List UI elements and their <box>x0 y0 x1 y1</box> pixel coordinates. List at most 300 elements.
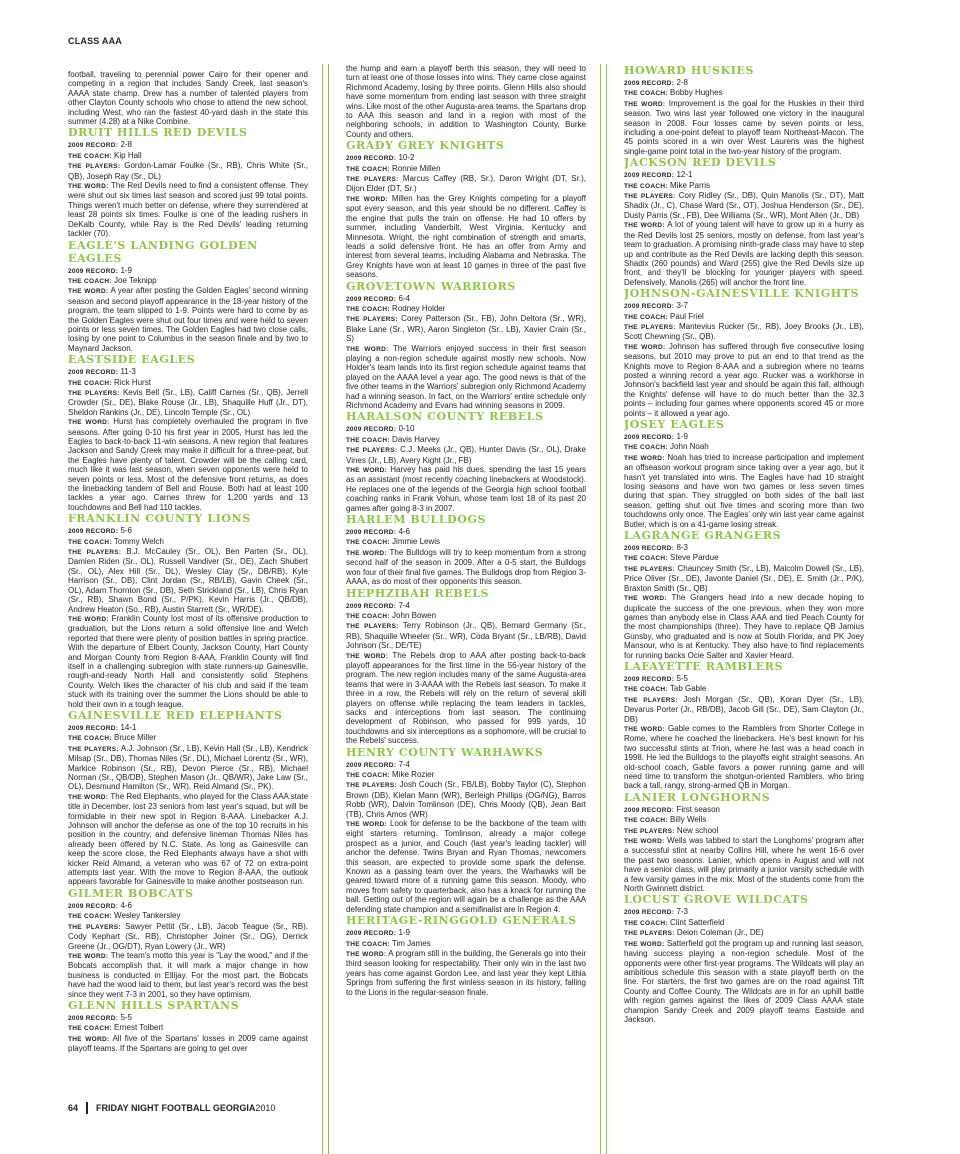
coach-line <box>346 770 586 780</box>
record-line <box>68 901 308 911</box>
word-label: THE WORD: <box>624 100 666 108</box>
team-name: HOWARD HUSKIES <box>624 64 755 77</box>
record-label: 2009 RECORD: <box>68 142 119 150</box>
word-value: Hurst has completely overhauled the program in five seasons. After going 0-10 his first year in 2005, Hurst has led the Eagles to back-to-back 11-win seasons. A new region that features Jackson and Sandy Creek may make it difficult for a three-peat, but the Eagles have plenty of talent. Crowder will be the calling card, much like it was last season, when seven opponents were held to seven points or less. Most of the defensive front returns, as does the linebacking tandem of Bell and Rouse. Both had at least 100 tackles a year ago. Carnes threw for 1,200 yards and 13 touchdowns and Bell had 110 tackles. <box>68 417 308 512</box>
record-label: 2009 RECORD: <box>624 545 675 553</box>
players-line <box>346 445 586 465</box>
word-label: THE WORD: <box>346 652 389 660</box>
word-value: The Grangers head into a new decade hoping to duplicate the success of the one previous, when they won more games than anybody else in Class AAA and tied Peach County for the most championships (three). They have to replace QB Jamius Gunsby, who graduated and is now at South Florida, and PK Joey Mansour, who is at Kentucky. They also have to find replacements for running backs Ocie Salter and Xavier Heard. <box>624 593 864 660</box>
team-name: GAINESVILLE RED ELEPHANTS <box>68 708 283 722</box>
coach-value: Wesley Tankersley <box>114 911 181 921</box>
word-value: Gable comes to the Ramblers from Shorter College in Rome, where he coached the linebackers. He's best known for his two successful stints at Trion, where he last was a head coach in 1998. He led the Bulldogs to the playoffs eight straight seasons. An old-school coach, Gable favors a power running game and will need time to transform the shotgun-oriented Ramblers, who bring back a tall, rangy, strong-armed QB in Morgan. <box>624 723 864 791</box>
coach-line <box>624 88 864 98</box>
players-value: A.J. Johnson (Sr., LB), Kevin Hall (Sr., LB), Kendrick Milsap (Sr., DB), Thomas Niles (Sr., DL), Michael Lorentz (Sr., WR), Markice Robinson (Sr., RB), Devon Pierce (Sr., RB), Michael Norman (Sr., QB/DB), Stephen Mason (Jr., QB/WR), Jake Law (Sr., OL), Desmund Hamilton (Sr., WR), Reid Almand (Sr., PK). <box>68 743 308 792</box>
word-line <box>68 951 308 999</box>
record-line <box>624 543 864 553</box>
coach-label: THE COACH: <box>68 277 112 285</box>
coach-label: THE COACH: <box>624 313 668 321</box>
record-value: 10-2 <box>398 153 415 163</box>
coach-line <box>346 611 586 621</box>
coach-value: Kip Hall <box>114 150 142 160</box>
word-value: Satterfield got the program up and running last season, having success playing a non-region schedule. Most of the opponents were other first-year programs. The Wildcats will play an ambitious schedule this season with a state playoff berth on the line. For starters, the first two games are on the road against Tift County and Coffee County. The Wildcats are in for an uphill battle with region games against the likes of 2009 Class AAAA state champion Sandy Creek and 2009 playoff teams Eastside and Jackson. <box>624 938 864 1024</box>
word-label: THE WORD: <box>68 615 109 623</box>
magazine-title: FRIDAY NIGHT FOOTBALL GEORGIA <box>96 1103 256 1113</box>
coach-line <box>624 312 864 322</box>
record-line <box>624 805 864 815</box>
word-line <box>68 1034 308 1054</box>
magazine-year: 2010 <box>255 1103 276 1113</box>
team-profile <box>68 512 308 709</box>
coach-value: Davis Harvey <box>392 434 440 444</box>
record-label: 2009 RECORD: <box>624 675 675 683</box>
team-name: HEPHZIBAH REBELS <box>346 586 490 600</box>
team-profile <box>346 139 586 279</box>
record-label: 2009 RECORD: <box>624 909 675 917</box>
players-value: Mantevius Rucker (Sr., RB), Joey Brooks (Jr., LB), Scott Chewning (Sr., QB). <box>624 321 864 342</box>
record-line <box>68 266 308 276</box>
players-value: C.J. Meeks (Jr., QB), Hunter Davis (Sr., OL), Drake Vines (Jr., LB), Avery Kight (Jr., FB) <box>346 445 586 465</box>
coach-label: THE COACH: <box>346 539 390 547</box>
coach-line <box>346 939 586 949</box>
players-label: THE PLAYERS: <box>346 782 397 790</box>
team-profile <box>624 64 864 156</box>
record-label: 2009 RECORD: <box>624 303 675 311</box>
record-line <box>68 367 308 377</box>
record-value: 5-5 <box>676 673 688 683</box>
footer-divider <box>86 1102 88 1114</box>
team-profile <box>346 513 586 586</box>
record-line <box>624 78 864 88</box>
word-line <box>346 465 586 513</box>
word-line <box>624 342 864 418</box>
coach-label: THE COACH: <box>346 940 390 948</box>
record-value: 11-3 <box>120 367 136 377</box>
players-line <box>68 744 308 792</box>
record-value: 14-1 <box>120 722 137 732</box>
coach-label: THE COACH: <box>346 612 390 620</box>
team-name: HENRY COUNTY WARHAWKS <box>346 745 544 759</box>
record-value: 2-8 <box>120 140 132 150</box>
record-line <box>624 170 864 180</box>
players-value: Josh Morgan (Sr., QB), Koran Dyer (Sr., LB), Devarus Porter (Jr., RB/DB), Jacob Gill (Sr., DE), Sam Clayton (Jr., DB) <box>624 694 864 724</box>
record-line <box>68 140 308 150</box>
record-value: 5-6 <box>120 526 132 536</box>
word-line <box>346 548 586 587</box>
word-label: THE WORD: <box>346 467 388 475</box>
record-line <box>346 424 586 434</box>
players-line <box>624 695 864 724</box>
page-number: 64 <box>68 1103 79 1113</box>
word-value: The Bulldogs will try to keep momentum from a strong second half of the season in 2009. After a 0-5 start, the Bulldogs won four of their final five games. The Bulldogs drop from Region 3-AAAA, as do most of their opponents this season. <box>346 547 586 587</box>
record-line <box>624 674 864 684</box>
team-profile <box>624 529 864 660</box>
record-value: 7-4 <box>398 600 410 610</box>
word-line <box>624 99 864 156</box>
coach-value: Rick Hurst <box>114 377 151 387</box>
team-name: HERITAGE-RINGGOLD GENERALS <box>346 914 577 928</box>
coach-label: THE COACH: <box>346 165 390 173</box>
coach-line <box>624 684 864 694</box>
team-name: JOHNSON-GAINESVILLE KNIGHTS <box>624 287 860 301</box>
team-name: GILMER BOBCATS <box>68 886 194 900</box>
word-line <box>346 651 586 746</box>
record-label: 2009 RECORD: <box>68 724 119 732</box>
players-line <box>624 928 864 938</box>
team-profile <box>346 280 586 411</box>
coach-label: THE COACH: <box>346 772 390 779</box>
word-line <box>68 181 308 238</box>
record-line <box>346 153 586 163</box>
coach-value: Rodney Holder <box>392 303 446 313</box>
record-label: 2009 RECORD: <box>68 1014 119 1022</box>
coach-line <box>346 537 586 547</box>
coach-line <box>68 276 308 286</box>
record-label: 2009 RECORD: <box>68 902 119 910</box>
record-label: 2009 RECORD: <box>624 806 675 814</box>
word-label: THE WORD: <box>68 793 109 801</box>
record-value: 7-3 <box>676 907 688 917</box>
record-value: 6-4 <box>398 293 410 303</box>
team-profile <box>68 353 308 512</box>
continued-paragraph: football, traveling to perennial power Cairo for their opener and competing in a region that includes Sandy Creek, last season's AAAA state champ. Drew has a number of talented players from other Clayton County schools who chose to attend the new school, including West, who ran the fastest 40-yard dash in the state this summer (4.28) at a Nike Combine. <box>68 70 308 127</box>
word-line <box>346 344 586 411</box>
word-label: THE WORD: <box>68 1035 110 1043</box>
coach-label: THE COACH: <box>68 379 112 387</box>
record-label: 2009 RECORD: <box>346 602 397 610</box>
article-column-1 <box>68 70 308 1102</box>
word-value: The Rebels drop to AAA after posting back-to-back playoff appearances for the first time in the 56-year history of the program. The new region includes many of the same Augusta-area teams that were in 3-AAAA with the Rebels last season. To make it three in a row, the Rebels will rely on the return of several skill players on offense while replacing the team leaders in tackles, sacks and interceptions from last season. The continuing development of Robinson, who passed for 999 yards, 10 touchdowns and six interceptions as a sophomore, will be crucial to the Rebels' success. <box>346 650 586 746</box>
players-label: THE PLAYERS: <box>68 923 121 931</box>
players-label: THE PLAYERS: <box>68 745 119 753</box>
word-label: THE WORD: <box>624 838 665 846</box>
coach-line <box>68 378 308 388</box>
team-profile <box>346 410 586 513</box>
coach-label: THE COACH: <box>624 919 668 927</box>
players-value: Gordon-Lamar Foulke (Sr., RB), Chris White (Sr., QB), Joseph Ray (Sr., DL) <box>68 161 308 181</box>
word-line <box>624 836 864 893</box>
players-line <box>68 922 308 951</box>
coach-line <box>68 911 308 921</box>
article-column-2 <box>346 64 586 1096</box>
word-label: THE WORD: <box>346 821 387 829</box>
word-value: A year after posting the Golden Eagles' second winning season and second playoff appearance in the 18-year history of the program, the team slipped to 1-9. Points were hard to come by as the Golden Eagles were shut out four times and were held to seven points or less seven times. The Golden Eagles had two close calls, losing by one point to Columbus in the season finale and by two to Maynard Jackson. <box>68 286 308 353</box>
coach-line <box>68 537 308 547</box>
coach-label: THE COACH: <box>624 444 668 452</box>
team-name: HARLEM BULLDOGS <box>346 513 487 527</box>
word-line <box>624 724 864 791</box>
players-value: B.J. McCauley (Sr., OL), Ben Parten (Sr., OL), Damien Riden (Sr., OL), Russell Vandiver (Sr., DE), Zach Shubert (Sr., OL), Alex Hill (Sr., DL), Wesley Clay (Sr., DB/RB), Kyle Harrison (Sr., DB), Clint Jordan (Sr., RB/LB), Gavin Cheek (Sr., OL), Adam Thornton (Sr., DB), Seth Strickland (Sr., LB), Chris Ryan (Sr., RB), Shawn Bond (Sr., P/PK), Kevin Harris (Jr., QB/DB), Andrew Heaton (So., RB), Austin Starrett (Sr., WR/DE). <box>68 547 308 614</box>
word-value: Millen has the Grey Knights competing for a playoff spot every season, and this year should be no different. Caffey is the engine that pulls the train on offense. He had 10 offers by summer, including Vanderbilt, West Virginia, Kentucky and Minnesota. Wright, the right combination of strength and smarts, leads a solid defensive front. He has an offer from Army and interest from several teams, including Alabama and Nebraska. The Grey Knights have won at least 10 games in three of the past five seasons. <box>346 193 586 280</box>
record-line <box>346 928 586 938</box>
team-profile <box>624 660 864 791</box>
record-line <box>68 723 308 733</box>
article-column-3 <box>624 64 864 1096</box>
coach-value: Billy Wells <box>670 815 707 825</box>
players-value: Corey Patterson (Sr., FB), John Deltora (Sr., WR), Blake Lane (Sr., WR), Aaron Singleton (Sr., LB), Xavier Crain (Sr., S) <box>346 314 586 344</box>
team-name: LAGRANGE GRANGERS <box>624 529 782 543</box>
word-label: THE WORD: <box>624 454 665 462</box>
record-label: 2009 RECORD: <box>346 426 397 434</box>
players-line <box>68 547 308 614</box>
players-label: THE PLAYERS: <box>624 323 676 331</box>
word-value: A lot of young talent will have to grow up in a hurry as the Red Devils lost 25 seniors, mostly on defense, from last year's team to graduation. A promising ninth-grade class may have to step up and contribute as the Red Devils are lacking depth this season. Shadix (260 pounds) and Ward (255) give the Red Devils size up front, and they'll be blocking for younger players with speed. Defensively, Manolis (265) will anchor the front line. <box>624 220 864 287</box>
word-line <box>346 819 586 914</box>
record-value: 4-6 <box>398 527 410 537</box>
team-name: JACKSON RED DEVILS <box>624 156 777 170</box>
team-name: GRADY GREY KNIGHTS <box>346 139 505 153</box>
record-label: 2009 RECORD: <box>68 528 119 536</box>
players-line <box>346 174 586 194</box>
team-name: DRUIT HILLS RED DEVILS <box>68 126 248 140</box>
players-line <box>346 621 586 650</box>
team-profile <box>68 126 308 238</box>
players-line <box>624 826 864 836</box>
players-value: Kevis Bell (Sr., LB), Califf Carnes (Sr., QB), Jerrell Crowder (Sr., DE), Blake Rouse (Jr., LB), Shaquille Huff (Jr., DT), Sheldon Rankins (Jr., DE), Lincoln Temple (Sr., OL) <box>68 387 308 417</box>
column-divider <box>322 64 329 1154</box>
team-profile <box>68 709 308 887</box>
record-line <box>346 601 586 611</box>
word-line <box>624 939 864 1025</box>
word-value: Look for defense to be the backbone of the team with eight starters returning. Tomlinson, already a major college prospect as a junior, and Couch (last year's leading tackler) will anchor the defense. Twins Bryan and Ryan Thomas, newcomers this season, are expected to provide some spark the defense. Known as a passing team over the years, the Warhawks will be geared toward more of a running game this season. Moody, who moves from safety to quarterback, also has a knack for running the ball. Getting out of the region will again be a challenge as the AAA defending state champion and a semifinalist are in Region 4. <box>346 819 586 914</box>
word-value: Johnson has suffered through five consecutive losing seasons, but 2010 may prove to put an end to that trend as the Knights move to Region 8-AAA and a subregion where no teams posted a winning record a year ago. Rucker was a workhorse in Johnson's backfield last year and should be again this fall, although the Knights' defense will have to do much better than the 32.3 points – including four games where opponents scored 45 or more points – it allowed a year ago. <box>624 341 864 418</box>
record-value: 7-4 <box>398 759 410 769</box>
team-name: GROVETOWN WARRIORS <box>346 279 516 293</box>
players-label: THE PLAYERS: <box>624 193 676 201</box>
players-line <box>624 191 864 220</box>
coach-value: John Bowen <box>392 610 437 620</box>
players-line <box>346 314 586 343</box>
coach-line <box>346 164 586 174</box>
coach-value: Tim James <box>391 938 431 948</box>
coach-value: Bruce Miller <box>114 733 157 743</box>
record-label: 2009 RECORD: <box>624 172 675 180</box>
word-value: A program still in the building, the Generals go into their third season looking for respectability. Their only win in the last two years has come against Gordon Lee, and last year they kept Lithia Springs from suffering the first winless season in its history, falling to the Lions in the regular-season finale. <box>346 948 586 997</box>
players-label: THE PLAYERS: <box>346 176 399 184</box>
word-line <box>68 286 308 353</box>
coach-value: Ronnie Millen <box>392 163 441 173</box>
team-name: EASTSIDE EAGLES <box>68 353 196 367</box>
players-line <box>68 388 308 417</box>
coach-line <box>624 442 864 452</box>
word-label: THE WORD: <box>624 222 665 230</box>
word-label: THE WORD: <box>346 345 389 353</box>
players-label: THE PLAYERS: <box>68 389 120 397</box>
players-value: Cory Ridley (Sr., DB), Quin Manolis (Sr., DT), Matt Shadix (Jr., C), Chase Ward (Sr., OT), Joshua Henderson (Sr., DE), Dusty Parris (Sr., FB), Dee Williams (Sr., WR), Mont Allen (Jr., DB) <box>624 191 864 220</box>
record-line <box>346 760 586 770</box>
coach-line <box>68 151 308 161</box>
team-profile <box>624 156 864 287</box>
word-value: Improvement is the goal for the Huskies in their third season. Two wins last year followed one victory in the inaugural season in 2008. Four losses came by seven points or less, including a one-point defeat to playoff team Northeast-Macon. The 45 points scored in a win over West Laurens was the highest single-game point total in the two-year history of the program. <box>624 98 864 156</box>
coach-value: Bobby Hughes <box>670 88 723 98</box>
word-line <box>624 593 864 660</box>
players-value: Sawyer Pettit (Sr., LB), Jacob Teague (Sr., RB), Cody Kephart (Sr., RB), Christopher Joiner (Sr., OG), Derrick Greene (Jr., OG/DT), Ryan Lowery (Jr., WR) <box>68 921 308 951</box>
record-value: 1-9 <box>398 928 410 938</box>
record-label: 2009 RECORD: <box>346 930 397 938</box>
coach-value: Mike Rozier <box>392 770 435 779</box>
word-label: THE WORD: <box>68 288 109 296</box>
coach-label: THE COACH: <box>624 90 668 98</box>
players-label: THE PLAYERS: <box>624 565 675 573</box>
word-value: All five of the Spartans' losses in 2009 came against playoff teams. If the Spartans are going to get over <box>68 1033 308 1054</box>
word-label: THE WORD: <box>68 952 109 960</box>
players-line <box>68 161 308 181</box>
players-value: Terry Robinson (Jr., QB), Bernard Germany (Sr., RB), Shaquille Wheeler (Sr., WR), Coda Bryant (Sr., LB/RB), David Johnson (Sr., DE/TE) <box>346 621 586 651</box>
coach-line <box>624 553 864 563</box>
word-label: THE WORD: <box>68 183 109 191</box>
record-value: 12-1 <box>676 170 693 180</box>
coach-line <box>624 918 864 928</box>
coach-line <box>68 733 308 743</box>
coach-label: THE COACH: <box>346 305 390 313</box>
team-profile <box>624 893 864 1024</box>
word-value: The Red Devils need to find a consistent offense. They were shut out six times last season and scored just 99 total points. Things weren't much better on defense, where they surrendered at least 28 points six times. Foulke is one of the leading rushers in DeKalb County, while Ray is the Red Devils' leading returning tackler (70). <box>68 181 308 239</box>
coach-label: THE COACH: <box>68 1025 112 1033</box>
record-value: 4-6 <box>120 900 132 910</box>
players-value: New school <box>676 825 719 835</box>
coach-value: John Noah <box>670 442 709 452</box>
team-profile <box>68 239 308 354</box>
coach-value: Ernest Tolbert <box>114 1023 164 1033</box>
coach-value: Tommy Welch <box>113 536 164 546</box>
players-line <box>346 780 586 819</box>
coach-value: Clint Satterfield <box>670 917 725 927</box>
record-value: First season <box>676 804 721 814</box>
record-line <box>68 526 308 536</box>
word-label: THE WORD: <box>624 595 667 603</box>
team-name: LOCUST GROVE WILDCATS <box>624 893 809 907</box>
record-value: 2-8 <box>676 78 688 87</box>
coach-label: THE COACH: <box>624 555 668 563</box>
word-line <box>624 220 864 287</box>
coach-label: THE COACH: <box>68 735 112 743</box>
record-label: 2009 RECORD: <box>346 529 397 537</box>
word-label: THE WORD: <box>624 343 666 351</box>
team-name: HARALSON COUNTY REBELS <box>346 410 544 424</box>
team-name: JOSEY EAGLES <box>624 418 725 431</box>
section-header: CLASS AAA <box>68 36 122 46</box>
record-line <box>624 432 864 442</box>
column-divider <box>600 64 607 1154</box>
continued-paragraph: the hump and earn a playoff berth this season, they will need to turn at least one of those losses into wins. They came close against Richmond Academy, losing by three points. Glenn Hills also should have some momentum from ending last season with three straight wins. Like most of the other Augusta-area teams, the Spartans drop to AAA this season and land in a region with most of the neighboring schools, in addition to Washington County, Burke County and others. <box>346 64 586 139</box>
coach-label: THE COACH: <box>346 436 390 444</box>
coach-line <box>346 304 586 314</box>
players-label: THE PLAYERS: <box>346 316 398 324</box>
record-label: 2009 RECORD: <box>624 434 675 441</box>
coach-label: THE COACH: <box>68 152 112 160</box>
players-line <box>624 564 864 593</box>
team-profile <box>346 914 586 997</box>
players-value: Josh Couch (Sr., FB/LB), Bobby Taylor (C), Stephon Brown (DB), Kielan Mann (WR), Berleigh Phillips (OG/NG), Barros Robb (WR), Dalvin Tomlinson (DE), Chris Moody (QB), Jean Bart (TB), Chris Amos (WR) <box>346 780 586 819</box>
record-value: 3-7 <box>676 301 688 311</box>
players-label: THE PLAYERS: <box>624 696 678 704</box>
word-value: The Red Elephants, who played for the Class AAA state title in December, lost 23 seniors from last year's squad, but will be formidable in their new spot in Region 8-AAA. Linebacker A.J. Johnson will anchor the defense as one of the top 10 recruits in his position in the country, and defensive lineman Thomas Niles has already been offered by N.C. State. As long as Gainesville can keep the score close, the Red Elephants always have a shot with kicker Reid Almand, a veteran who was 67 of 72 on extra-point attempts last year. With the move to Region 8-AAA, the outlook appears favorable for Gainesville to make another postseason run. <box>68 791 308 887</box>
record-label: 2009 RECORD: <box>624 80 675 87</box>
word-value: Wells was tabbed to start the Longhorns' program after a successful stint at nearby Collins Hill, where he went 16-6 over the past two seasons. Lanier, which opens in August and will not have a senior class, will play primarily a junior varsity schedule with a few varsity games in the mix. Most of the students come from the North Gwinnett district. <box>624 836 864 894</box>
record-label: 2009 RECORD: <box>346 155 397 163</box>
team-name: LAFAYETTE RAMBLERS <box>624 659 784 673</box>
coach-value: Mike Parris <box>670 180 711 190</box>
word-value: The team's motto this year is "Lay the wood," and if the Bobcats accomplish that, it will mark a major change in how business is conducted in Ellijay. For the most part, the Bobcats have had the wood laid to them, but last year's record was the best since they went 7-3 in 2001, so they have optimism. <box>68 950 308 999</box>
players-label: THE PLAYERS: <box>624 827 675 835</box>
record-line <box>624 301 864 311</box>
word-value: Noah has tried to increase participation and implement an offseason workout program since taking over a year ago, but it hasn't yet translated into wins. The Eagles have had 10 straight losing seasons and have won two games or less seven times during that span. They struggled on both sides of the ball last season, getting shut out five times and scoring more than two touchdowns only once. The Eagles' only win last year came against Butler, which is on a 41-game losing streak. <box>624 452 864 529</box>
word-line <box>624 453 864 529</box>
record-line <box>346 527 586 537</box>
coach-value: Jimmie Lewis <box>392 537 441 547</box>
players-label: THE PLAYERS: <box>346 447 398 455</box>
word-line <box>68 792 308 887</box>
players-label: THE PLAYERS: <box>346 623 399 631</box>
players-value: Deion Coleman (Jr., DE) <box>676 928 764 938</box>
players-label: THE PLAYERS: <box>68 163 121 171</box>
record-value: 0-10 <box>398 424 415 434</box>
team-name: LANIER LONGHORNS <box>624 790 771 804</box>
coach-value: Joe Teknipp <box>114 275 157 285</box>
word-line <box>346 949 586 997</box>
team-name: EAGLE'S LANDING GOLDEN EAGLES <box>68 238 258 265</box>
team-name: GLENN HILLS SPARTANS <box>68 998 240 1012</box>
word-line <box>68 417 308 512</box>
players-label: THE PLAYERS: <box>624 930 675 938</box>
coach-label: THE COACH: <box>68 538 112 546</box>
coach-line <box>346 435 586 445</box>
coach-label: THE COACH: <box>624 686 668 694</box>
record-value: 1-9 <box>120 265 132 275</box>
coach-label: THE COACH: <box>68 913 112 921</box>
team-profile <box>624 791 864 894</box>
record-value: 5-5 <box>120 1012 132 1022</box>
record-label: 2009 RECORD: <box>68 267 119 275</box>
word-value: The Warriors enjoyed success in their first season playing a non-region schedule against mostly new schools. Now Holder's team lands into its first region schedule against teams that played on the AAAA level a year ago. The good news is that of the five other teams in the Warriors' subregion only Richmond Academy had a winning season. In fact, on the Warriors' entire schedule only Richmond Academy and Evans had winning seasons in 2009. <box>346 343 586 410</box>
players-label: THE PLAYERS: <box>68 549 122 557</box>
record-label: 2009 RECORD: <box>346 295 397 303</box>
record-label: 2009 RECORD: <box>68 369 119 377</box>
record-label: 2009 RECORD: <box>346 761 397 769</box>
coach-line <box>624 815 864 825</box>
coach-line <box>624 181 864 191</box>
word-line <box>346 194 586 280</box>
team-profile <box>624 418 864 529</box>
players-line <box>624 322 864 342</box>
coach-label: THE COACH: <box>624 182 668 190</box>
record-line <box>68 1013 308 1023</box>
team-profile <box>68 999 308 1054</box>
record-line <box>624 907 864 917</box>
word-label: THE WORD: <box>624 725 665 733</box>
players-value: Chauncey Smith (Sr., LB), Malcolm Dowell (Sr., LB), Price Oliver (Sr., DE), Javonte Daniel (Sr., DE), E. Smith (Jr., P/K), Braxton Smith (Sr., QB) <box>624 563 864 593</box>
team-profile <box>346 746 586 915</box>
coach-value: Paul Friel <box>670 311 704 321</box>
word-value: Franklin County lost most of its offensive production to graduation, but the Lions return a solid offensive line and Welch reported that there were plenty of position battles in spring practice. With the departure of Elbert County, Jackson County, Hart County and Morgan County from Region 8-AAA, Franklin County will find itself in a challenging subregion with state runners-up Gainesville, rough-and-ready North Hall and consistently solid Stephens County. Welch likes the character of his club and said if the team stuck with its training over the summer the Lions should be able to hold their own in a tough league. <box>68 613 308 709</box>
word-label: THE WORD: <box>68 419 110 427</box>
coach-value: Tab Gable <box>669 684 707 694</box>
word-label: THE WORD: <box>346 950 387 958</box>
team-profile <box>68 887 308 999</box>
word-line <box>68 614 308 709</box>
coach-line <box>68 1023 308 1033</box>
word-value: Harvey has paid his dues, spending the last 15 years as an assistant (most recently coaching linebackers at Woodstock). He replaces one of the legends of the Georgia high school football coaching ranks in Frank Vohun, whose team lost 18 of its past 20 games after going 8-3 in 2007. <box>346 465 586 513</box>
players-value: Marcus Caffey (RB, Sr.), Daron Wright (DT, Sr.), Dijon Elder (DT, Sr.) <box>346 174 586 194</box>
team-profile <box>624 287 864 418</box>
record-value: 8-3 <box>676 543 688 553</box>
team-profile <box>346 587 586 746</box>
coach-label: THE COACH: <box>624 817 668 825</box>
word-label: THE WORD: <box>346 549 387 557</box>
page-footer <box>68 1102 275 1114</box>
word-label: THE WORD: <box>624 940 665 948</box>
record-line <box>346 294 586 304</box>
team-name: FRANKLIN COUNTY LIONS <box>68 512 251 526</box>
